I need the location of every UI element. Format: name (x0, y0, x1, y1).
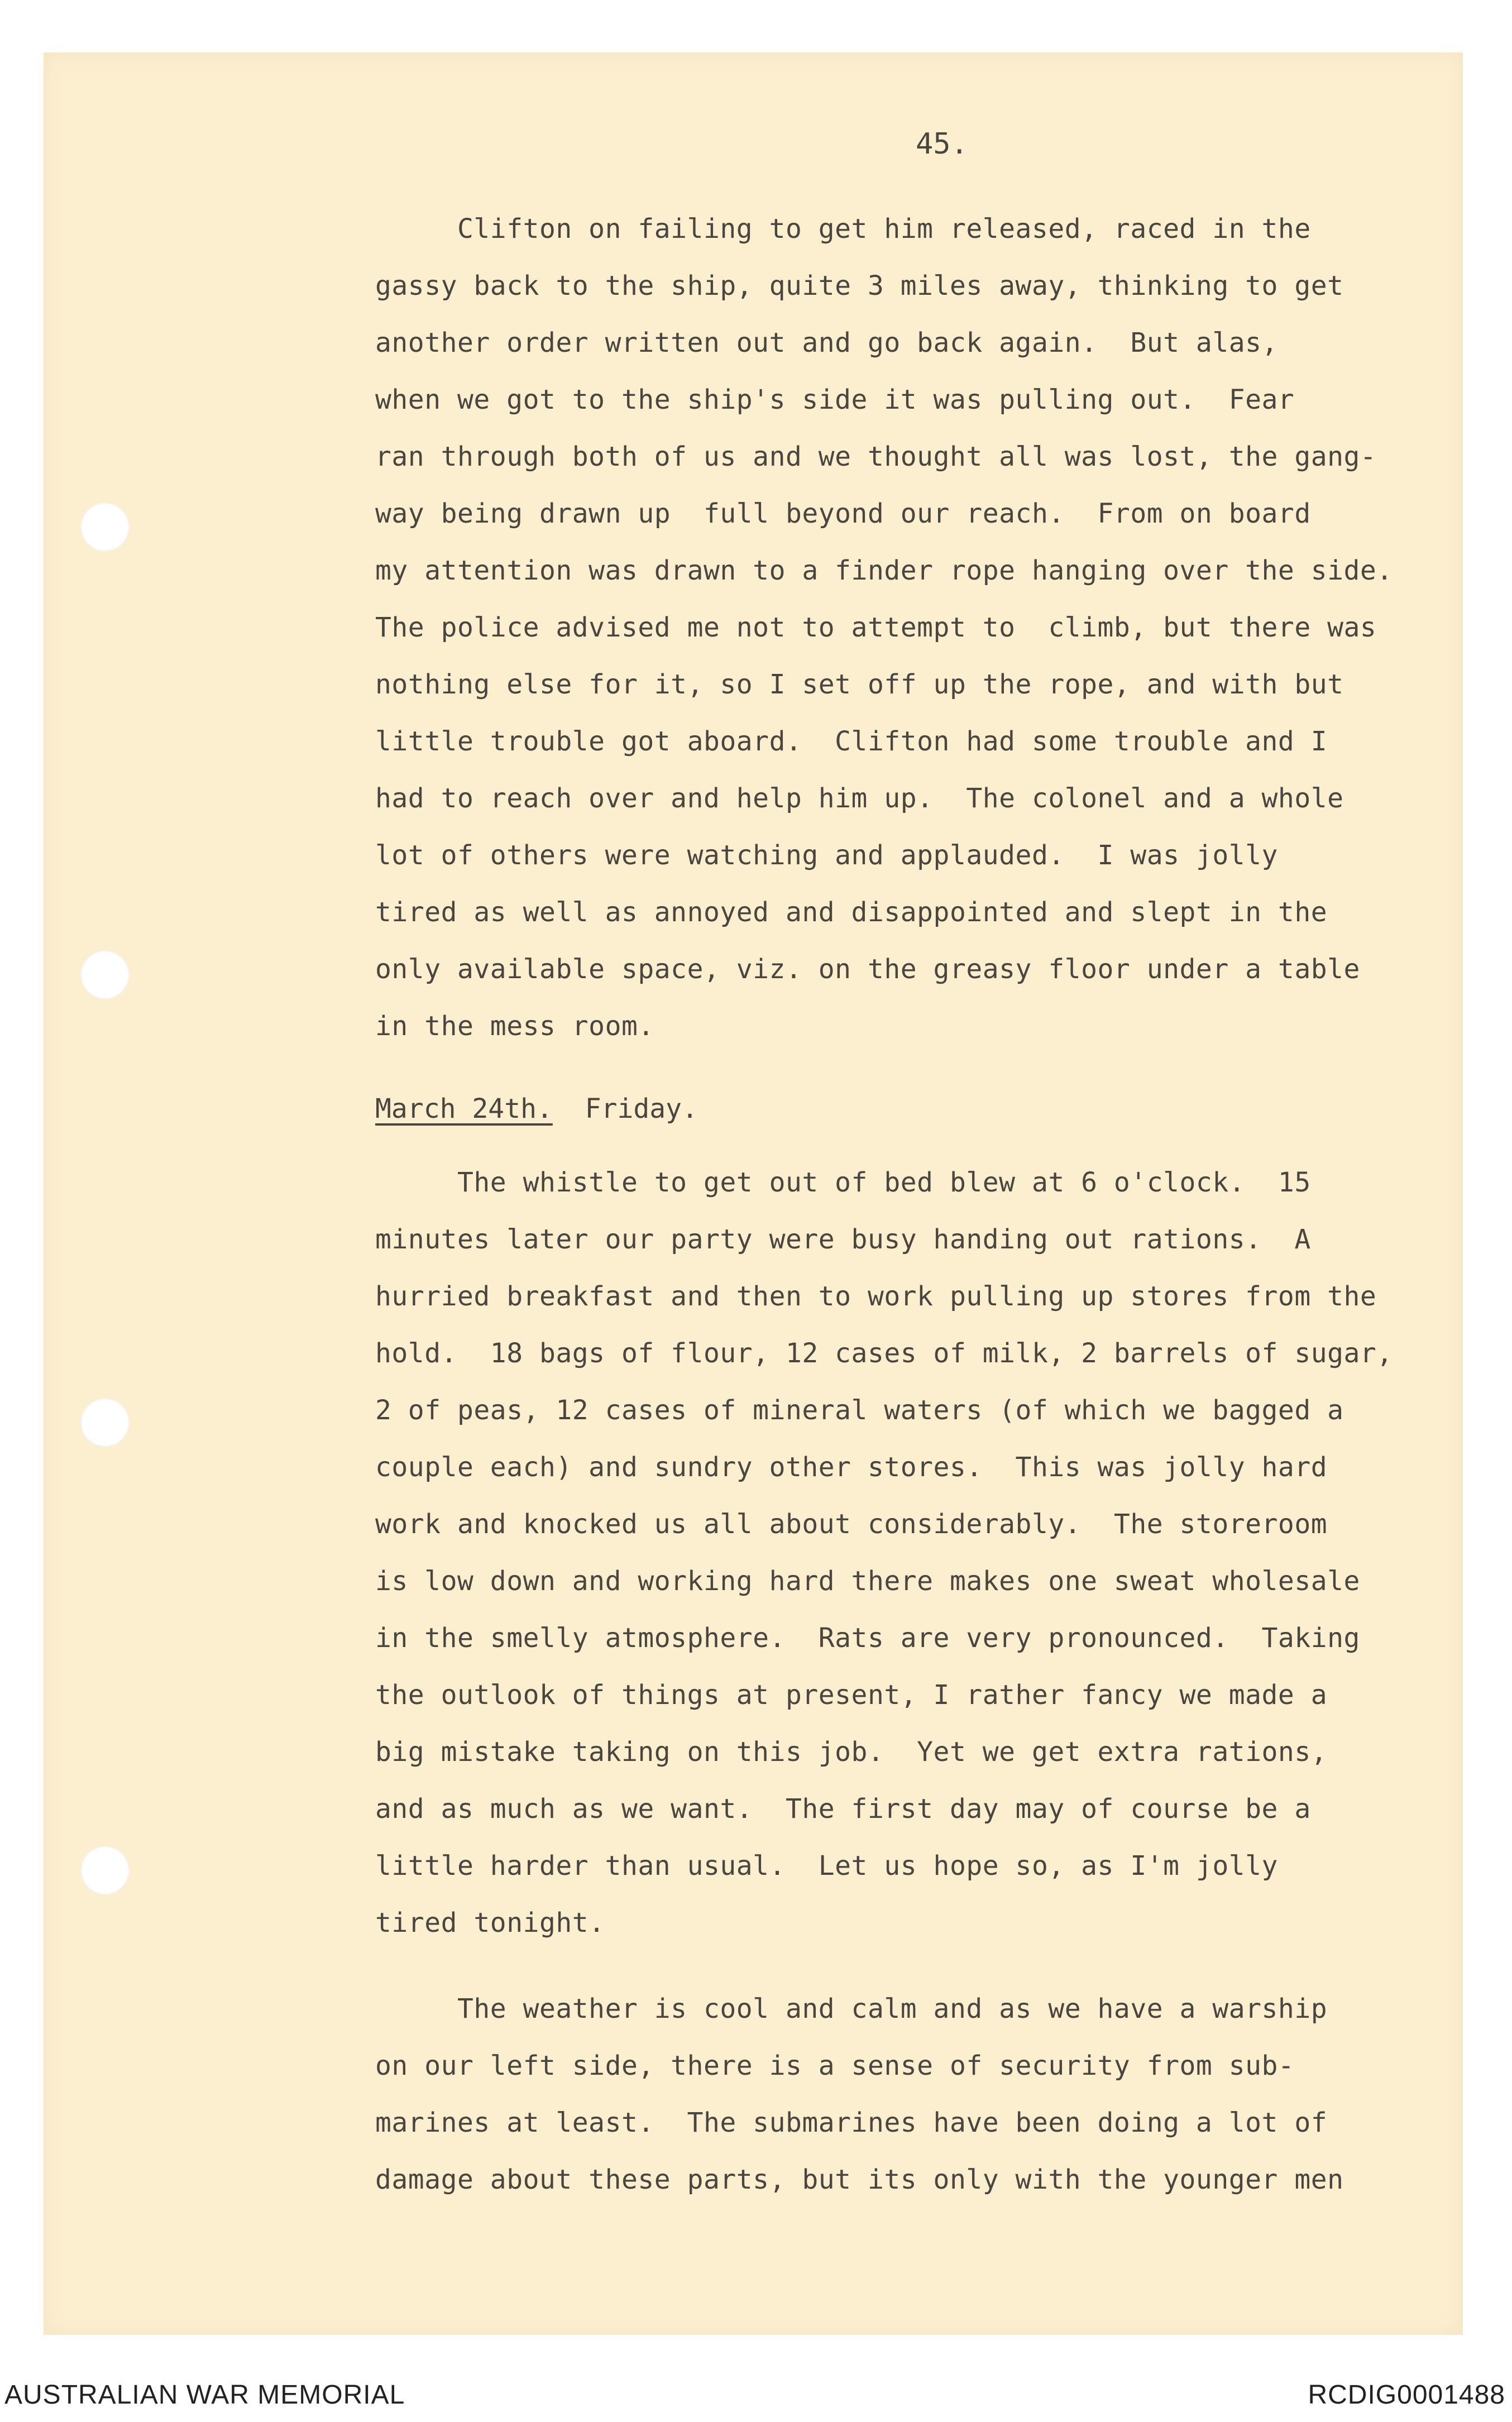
text-line: the outlook of things at present, I rather fancy we made a (375, 1679, 1328, 1711)
text-line: hold. 18 bags of flour, 12 cases of milk, 2 barrels of sugar, (375, 1338, 1393, 1369)
text-line: nothing else for it, so I set off up the rope, and with but (375, 669, 1344, 700)
text-line: marines at least. The submarines have been doing a lot of (375, 2107, 1328, 2138)
text-line: couple each) and sundry other stores. This was jolly hard (375, 1452, 1328, 1483)
text-line: Clifton on failing to get him released, raced in the (375, 213, 1311, 245)
entry-heading (375, 1093, 698, 1124)
text-line: only available space, viz. on the greasy floor under a table (375, 954, 1360, 985)
text-line: is low down and working hard there makes one sweat wholesale (375, 1566, 1360, 1597)
text-line: and as much as we want. The first day may of course be a (375, 1793, 1311, 1825)
text-line: another order written out and go back again. But alas, (375, 327, 1278, 358)
text-line: The police advised me not to attempt to climb, but there was (375, 612, 1377, 643)
text-line: had to reach over and help him up. The colonel and a whole (375, 783, 1344, 814)
text-line: little trouble got aboard. Clifton had some trouble and I (375, 726, 1328, 757)
punch-hole (80, 1846, 130, 1895)
text-line: big mistake taking on this job. Yet we get extra rations, (375, 1736, 1328, 1768)
punch-hole (80, 502, 130, 552)
footer-record-id: RCDIG0001488 (1308, 2380, 1505, 2410)
text-line: in the smelly atmosphere. Rats are very pronounced. Taking (375, 1622, 1360, 1654)
text-line: The weather is cool and calm and as we have a warship (375, 1993, 1328, 2024)
entry-day: Friday. (585, 1093, 698, 1124)
punch-hole (80, 1398, 130, 1447)
text-line: The whistle to get out of bed blew at 6 o'clock. 15 (375, 1167, 1311, 1198)
text-line: on our left side, there is a sense of security from sub- (375, 2050, 1295, 2081)
entry-date: March 24th. (375, 1093, 553, 1124)
text-line: in the mess room. (375, 1011, 654, 1042)
page-number: 45. (916, 127, 968, 161)
text-line: damage about these parts, but its only with the younger men (375, 2164, 1344, 2195)
text-line: ran through both of us and we thought all was lost, the gang- (375, 441, 1377, 472)
text-line: tired as well as annoyed and disappointed and slept in the (375, 897, 1328, 928)
text-line: way being drawn up full beyond our reach. From on board (375, 498, 1311, 529)
text-line: hurried breakfast and then to work pulling up stores from the (375, 1281, 1377, 1312)
text-line: 2 of peas, 12 cases of mineral waters (of which we bagged a (375, 1395, 1344, 1426)
text-line: little harder than usual. Let us hope so, as I'm jolly (375, 1850, 1278, 1882)
footer-archive-name: AUSTRALIAN WAR MEMORIAL (4, 2380, 405, 2410)
text-line: my attention was drawn to a finder rope hanging over the side. (375, 555, 1393, 586)
text-line: work and knocked us all about considerably. The storeroom (375, 1509, 1328, 1540)
text-line: lot of others were watching and applauded. I was jolly (375, 840, 1278, 871)
text-line: tired tonight. (375, 1907, 605, 1938)
text-line: minutes later our party were busy handing out rations. A (375, 1224, 1311, 1255)
punch-hole (80, 950, 130, 999)
text-line: gassy back to the ship, quite 3 miles away, thinking to get (375, 270, 1344, 301)
text-line: when we got to the ship's side it was pulling out. Fear (375, 384, 1295, 415)
